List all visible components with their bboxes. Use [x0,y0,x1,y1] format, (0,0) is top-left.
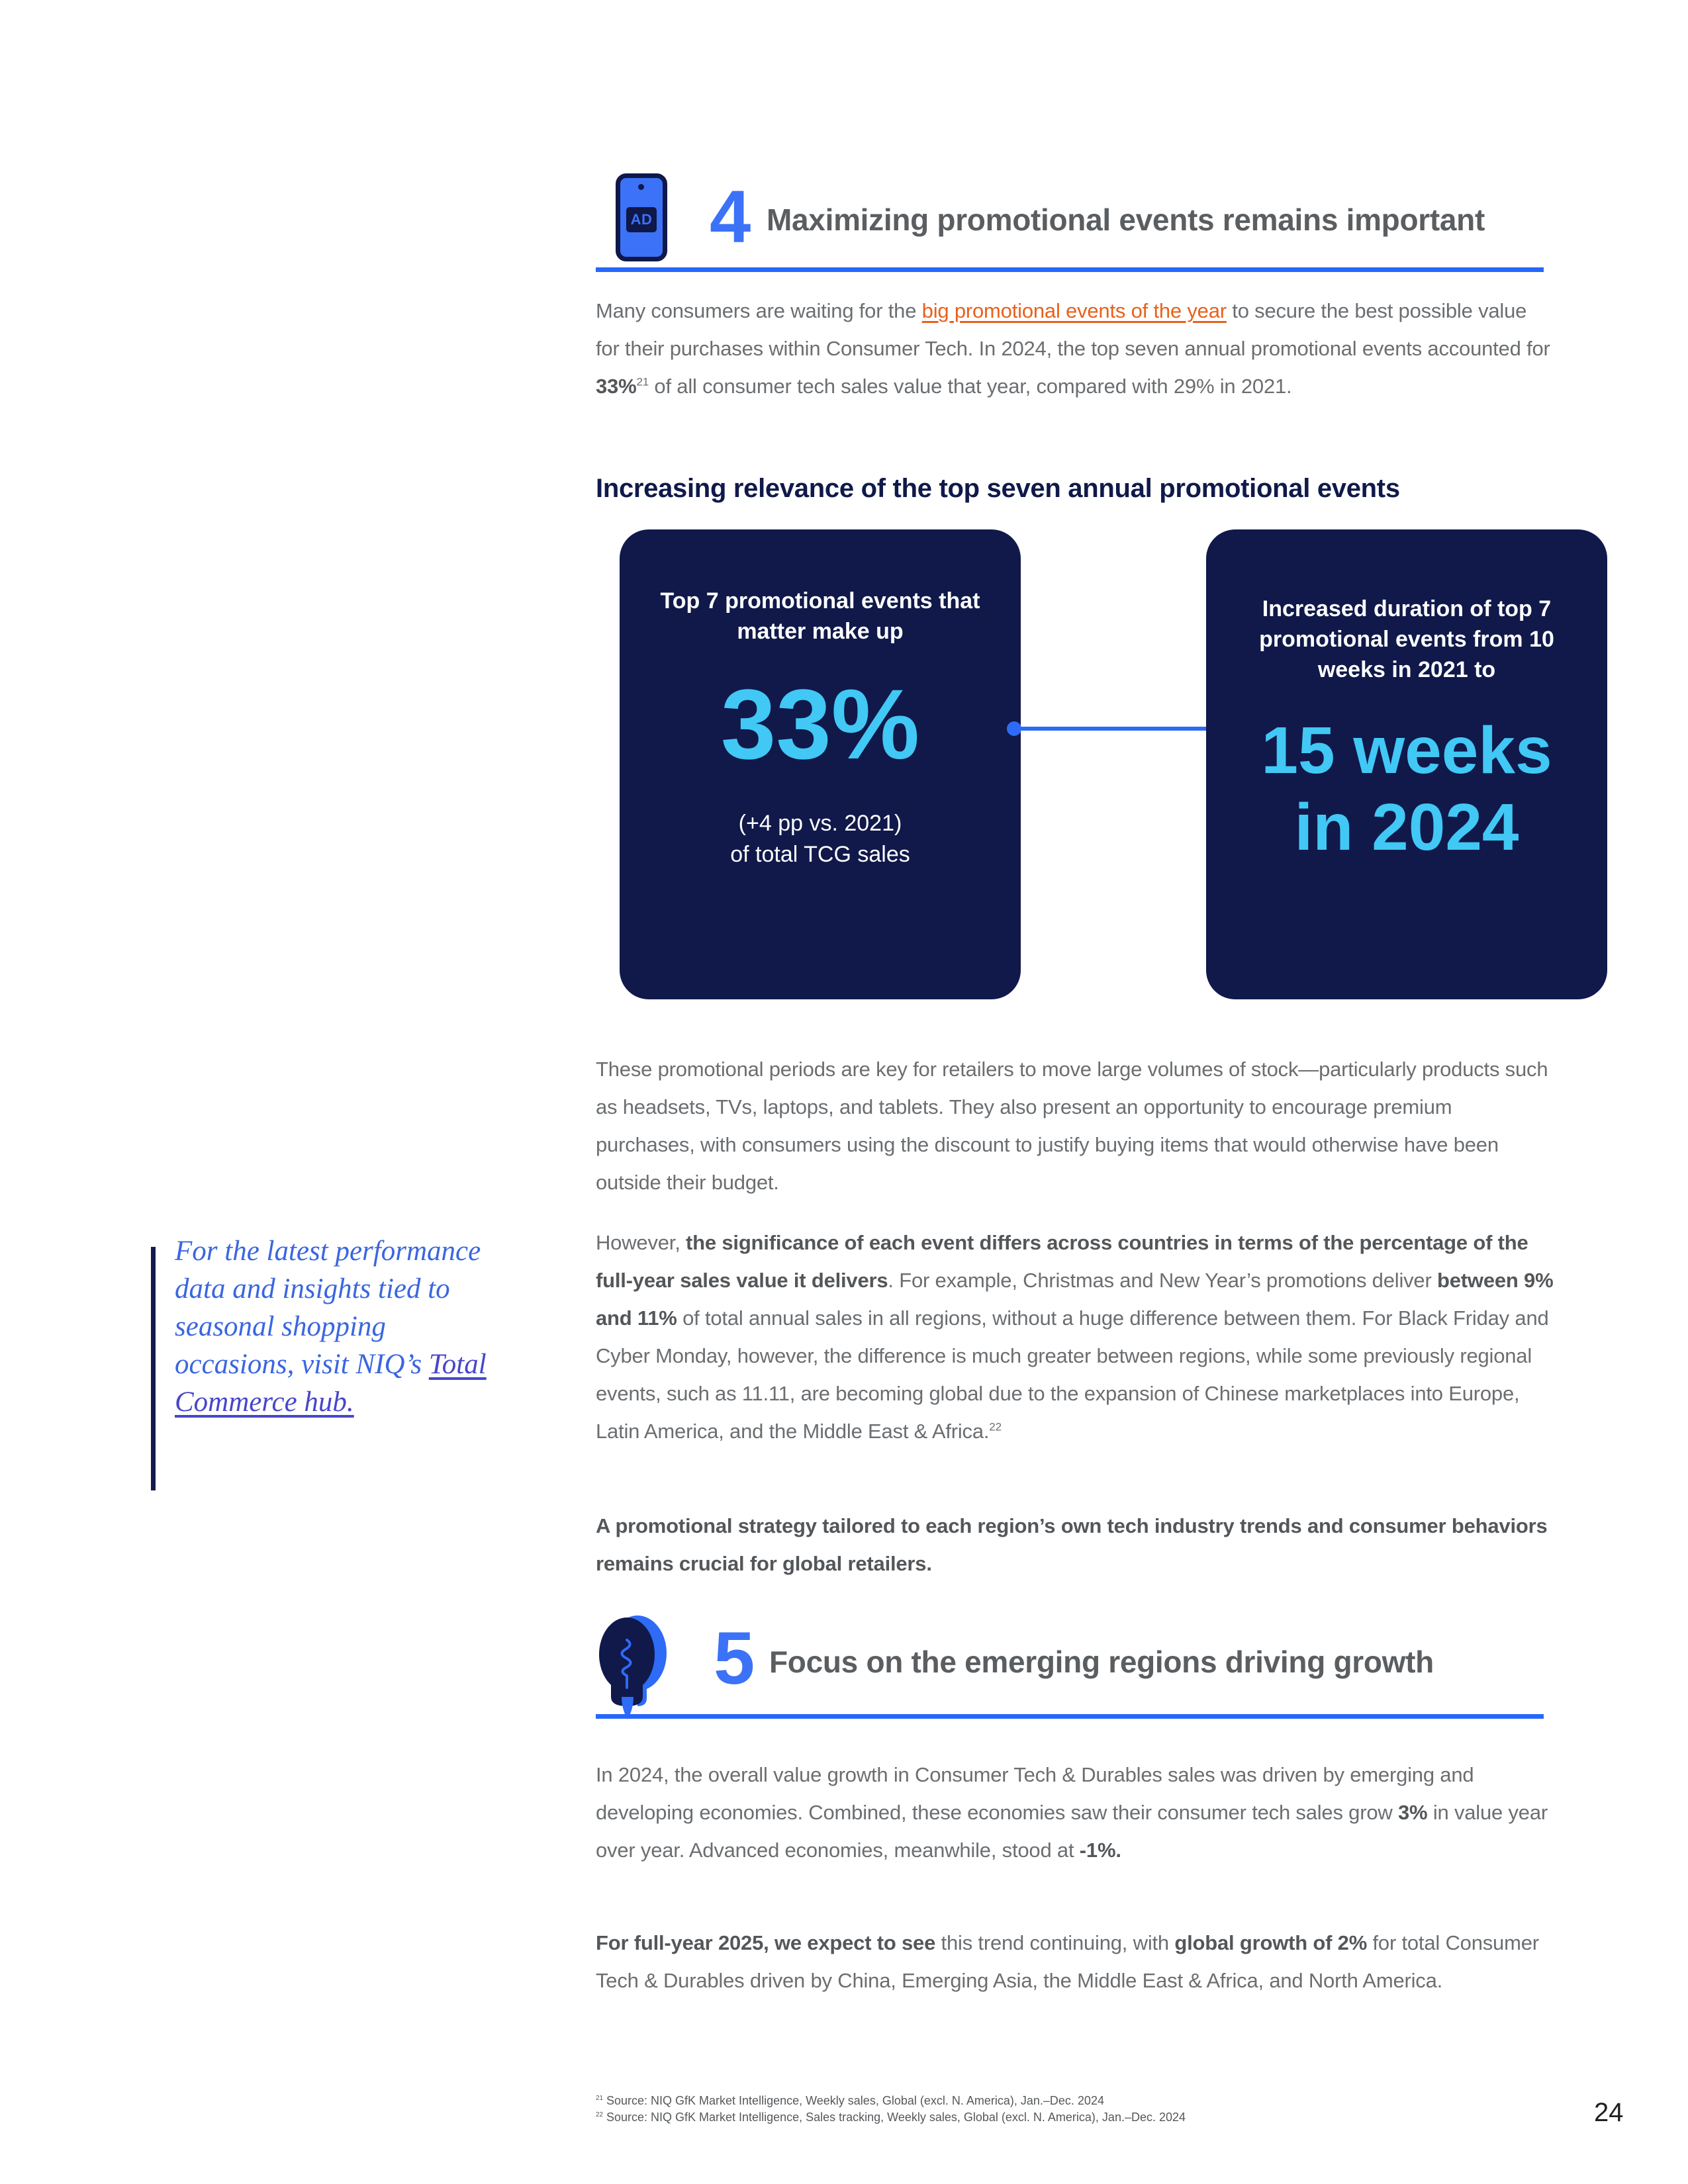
text-segment: In 2024, the overall value growth in Consumer Tech & Durables sales was driven by emerging and developing economies. Combined, these economies saw their consumer tech sales grow [596,1763,1474,1824]
text-segment: the significance of each event differs across countries in terms of the percentage of the full-year sales value it delivers [596,1231,1528,1292]
text-segment: of all consumer tech sales value that year, compared with 29% in 2021. [649,375,1292,398]
section-4-number: 4 [710,175,751,258]
quote-accent-bar [151,1247,156,1490]
text-segment: in value year over year. Advanced economies, meanwhile, stood at [596,1801,1548,1862]
stat-value-in2024: in 2024 [1294,790,1519,864]
card-connector-line [1014,727,1214,731]
text-segment: 33% [596,375,637,398]
ad-badge: AD [626,207,657,232]
stat-card-label: Top 7 promotional events that matter make up [660,588,980,644]
footnotes [596,2093,1186,2126]
text-segment: for total Consumer Tech & Durables driven by China, Emerging Asia, the Middle East & Africa, and North America. [596,1931,1539,1992]
section-4-intro-paragraph [596,292,1552,405]
stat-card-duration [1206,529,1607,999]
full-year-2025-paragraph [596,1924,1554,1999]
text-segment: this trend continuing, with [935,1931,1175,1954]
section-4-divider [596,267,1544,272]
section-5-divider [596,1714,1544,1719]
footnote-ref: 21 [636,375,649,388]
text-segment: For full-year 2025, we expect to see [596,1931,936,1954]
text-segment: A promotional strategy tailored to each region’s own tech industry trends and consumer behaviors remains crucial for global retailers. [596,1514,1548,1575]
footnote-ref: 22 [596,2111,603,2118]
promotional-strategy-paragraph [596,1507,1552,1582]
stat-card-label: Increased duration of top 7 promotional events from 10 weeks in 2021 to [1259,596,1554,682]
stat-card-subtext: (+4 pp vs. 2021) [738,811,902,836]
connector-dot-left [1007,721,1021,736]
stat-value-33pct: 33% [720,668,920,780]
text-segment: . For example, Christmas and New Year’s promotions deliver [888,1269,1438,1292]
footnote-ref: 22 [989,1420,1002,1433]
stat-card-subtext: of total TCG sales [730,842,910,867]
lightbulb-icon [594,1612,671,1728]
footnote-22 [596,2109,1186,2126]
text-segment: between 9% and 11% [596,1269,1554,1330]
text-segment: Source: NIQ GfK Market Intelligence, Weekly sales, Global (excl. N. America), Jan.–Dec. 2024 [602,2094,1104,2107]
section-5-number: 5 [714,1617,755,1700]
total-commerce-hub-link[interactable]: Total Commerce hub. [175,1349,487,1418]
text-segment: However, [596,1231,686,1254]
stat-value-15weeks: 15 weeks [1261,713,1552,788]
promotional-periods-paragraph [596,1050,1552,1201]
event-significance-paragraph [596,1224,1554,1450]
section-5-title: Focus on the emerging regions driving growth [769,1645,1434,1679]
ad-phone-icon [616,173,667,261]
emerging-economies-paragraph [596,1756,1552,1869]
text-segment: These promotional periods are key for retailers to move large volumes of stock—particularly products such as headsets, TVs, laptops, and tablets. They also present an opportunity to encourage premium purchases, with consumers using the discount to justify buying items that would otherwise have been outside their budget. [596,1058,1548,1194]
pull-quote [175,1232,512,1421]
page-number: 24 [1594,2098,1624,2127]
text-segment: to secure the best possible value for their purchases within Consumer Tech. In 2024, the top seven annual promotional events accounted for [596,299,1550,360]
stat-card-top7-share [620,529,1021,999]
phone-camera-dot [638,184,644,190]
text-segment: global growth of 2% [1174,1931,1368,1954]
footnote-21 [596,2093,1186,2109]
footnote-ref: 21 [596,2095,603,2102]
text-segment: Source: NIQ GfK Market Intelligence, Sales tracking, Weekly sales, Global (excl. N. America), Jan.–Dec. 2024 [602,2111,1186,2124]
text-segment: of total annual sales in all regions, without a huge difference between them. For Black Friday and Cyber Monday, however, the difference is much greater between regions, while some previously regional events, such as 11.11, are becoming global due to the expansion of Chinese marketplaces into Europe, Latin America, and the Middle East & Africa. [596,1306,1549,1443]
section-4-title: Maximizing promotional events remains important [767,203,1485,237]
text-segment: For the latest performance data and insights tied to seasonal shopping occasions, visit NIQ’s [175,1236,481,1380]
promo-events-link[interactable]: big promotional events of the year [921,299,1227,322]
text-segment: Many consumers are waiting for the [596,299,922,322]
infographic-heading: Increasing relevance of the top seven annual promotional events [596,474,1400,503]
text-segment: -1%. [1079,1839,1121,1862]
text-segment: 3% [1398,1801,1428,1824]
